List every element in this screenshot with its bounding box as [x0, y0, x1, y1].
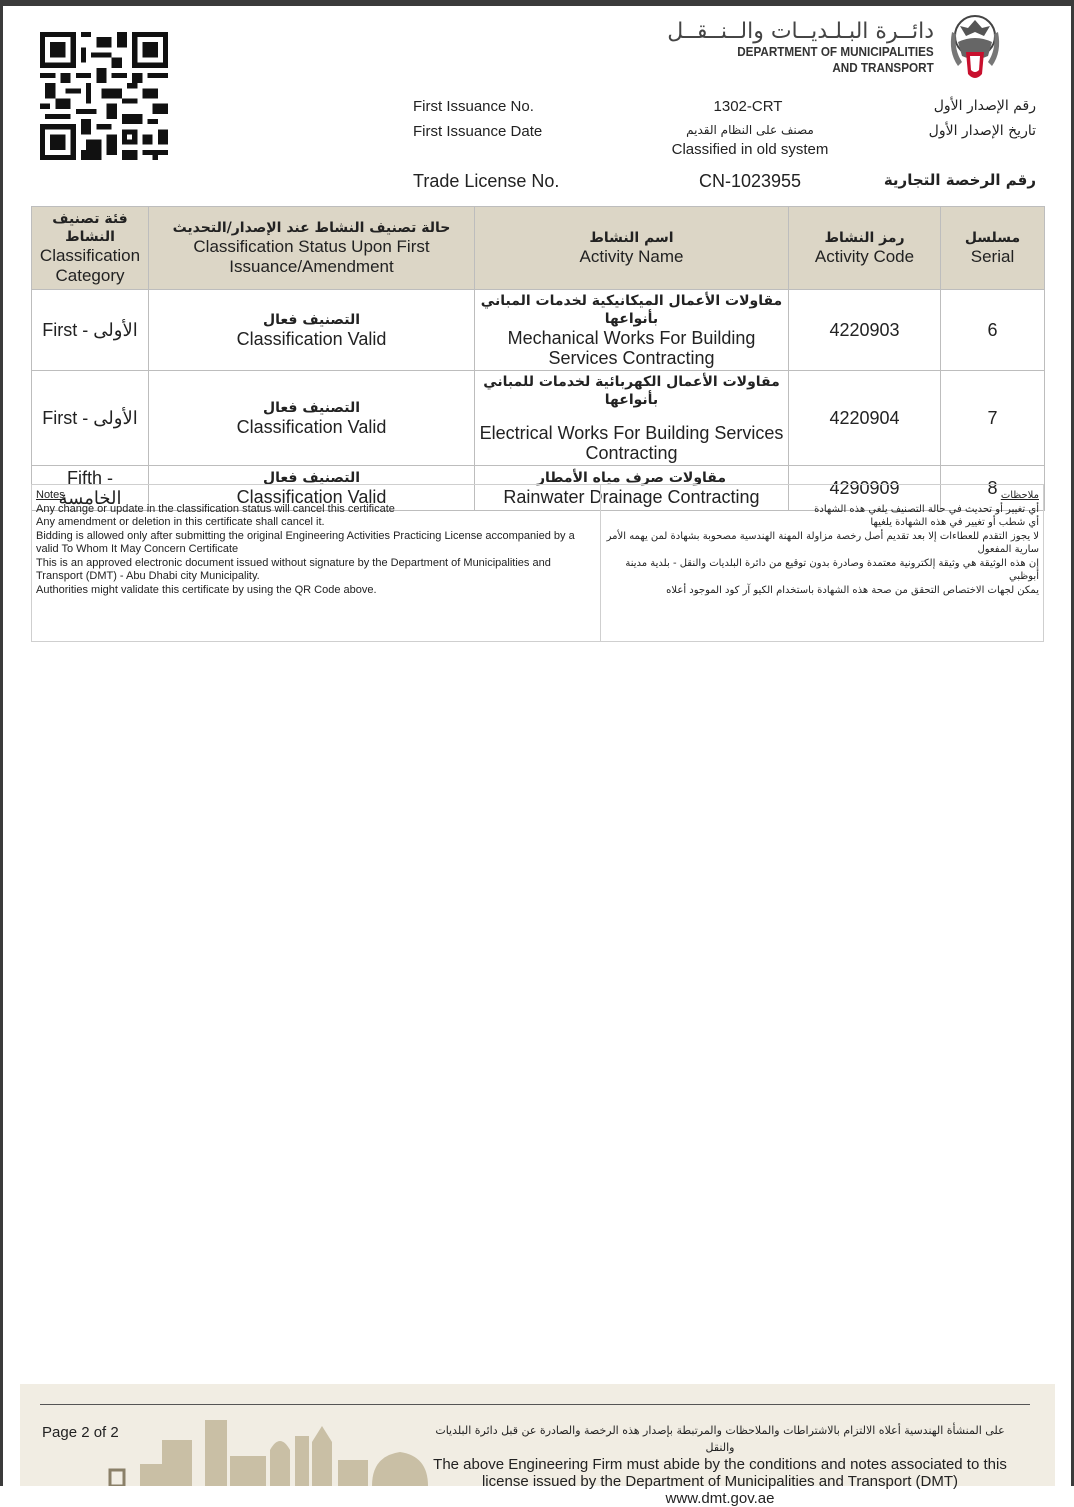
table-header-row: [32, 207, 1045, 290]
note-line-arabic: إن هذه الوثيقة هي وثيقة إلكترونية معتمدة وصادرة بدون توقيع من دائرة البلديات والنقل - بلدية مدينة أبوظبي: [625, 557, 1039, 582]
table-row: [32, 371, 1045, 466]
first-issuance-no-arabic-label: رقم الإصدار الأول: [933, 98, 1036, 114]
footer-note: [420, 1422, 1020, 1507]
trade-license-label: Trade License No.: [413, 171, 560, 191]
table-row: [32, 290, 1045, 371]
note-line: Authorities might validate this certificate by using the QR Code above.: [36, 583, 377, 596]
column-header-category: فئة تصنيف النشاط Classification Category: [32, 207, 149, 290]
activity-cell: مقاولات الأعمال الميكانيكية لخدمات المباني بأنواعها Mechanical Works For Building Services Contracting: [475, 290, 789, 371]
note-line-arabic: أي تغيير أو تحديث في حالة التصنيف يلغي هذه الشهادة: [814, 503, 1039, 515]
activity-cell: مقاولات الأعمال الكهربائية لخدمات للمباني بأنواعها Electrical Works For Building Services Contracting: [475, 371, 789, 466]
activities-table: [31, 206, 1045, 511]
footer-note-english-2: license issued by the Department of Municipalities and Transport (DMT): [481, 1473, 959, 1490]
notes-box: [31, 484, 1044, 642]
first-issuance-no-value: 1302-CRT: [713, 98, 783, 115]
status-cell: التصنيف فعال Classification Valid: [149, 290, 475, 371]
category-cell: Fifth - الخامسة: [32, 466, 149, 511]
trade-license-value: CN-1023955: [698, 171, 802, 191]
notes-title: Notes: [36, 489, 65, 501]
status-cell: التصنيف فعال Classification Valid: [149, 466, 475, 511]
department-name-english-1: DEPARTMENT OF MUNICIPALITIES: [737, 44, 934, 59]
page-number: Page 2 of 2: [42, 1424, 119, 1441]
serial-cell: 6: [941, 290, 1045, 371]
page-top-border: [0, 0, 1074, 6]
note-line: Any change or update in the classification status will cancel this certificate: [36, 502, 395, 515]
note-line-arabic: لا يجوز التقدم للعطاءات إلا بعد تقديم أصل رخصة مزاولة المهنة الهندسية مصحوبة بشهادة لمن يهمه الأمر سارية المفعول: [606, 530, 1039, 555]
note-line-arabic: أي شطب أو تغيير في هذه الشهادة يلغيها: [870, 517, 1039, 528]
falcon-emblem-icon: [944, 12, 1006, 86]
note-line: Any amendment or deletion in this certificate shall cancel it.: [36, 516, 325, 528]
page-left-border: [0, 0, 3, 1486]
first-issuance-date-value-arabic: مصنف على النظام القديم: [686, 123, 814, 137]
notes-title-arabic: ملاحظات: [1000, 490, 1039, 501]
code-cell: 4290909: [789, 466, 941, 511]
category-cell: First - الأولى: [32, 290, 149, 371]
column-header-serial: مسلسل Serial: [941, 207, 1045, 290]
trade-license-arabic-label: رقم الرخصة التجارية: [883, 171, 1036, 189]
qr-code-icon: [40, 32, 168, 160]
code-cell: 4220903: [789, 290, 941, 371]
footer-note-english-1: The above Engineering Firm must abide by the conditions and notes associated to this: [433, 1456, 1007, 1473]
first-issuance-date-value: Classified in old system: [671, 141, 829, 158]
serial-cell: 8: [941, 466, 1045, 511]
note-line-arabic: يمكن لجهات الاختصاص التحقق من صحة هذه الشهادة باستخدام الكيو آر كود الموجود أعلاه: [666, 584, 1039, 596]
note-line: Bidding is allowed only after submitting the original Engineering Activities Practicing License accompanied by a valid To Whom It May Concern Certificate: [36, 529, 575, 555]
department-name-arabic: دائــرة البـلـديــات والــنــقــل: [667, 19, 934, 44]
category-cell: First - الأولى: [32, 371, 149, 466]
city-skyline-icon: [80, 1406, 440, 1486]
status-cell: التصنيف فعال Classification Valid: [149, 371, 475, 466]
column-header-activity: اسم النشاط Activity Name: [475, 207, 789, 290]
footer-divider: [40, 1404, 1030, 1405]
column-header-code: رمز النشاط Activity Code: [789, 207, 941, 290]
note-line: This is an approved electronic document issued without signature by the Department of Municipalities and Transport (DMT) - Abu Dhabi city Municipality.: [36, 556, 551, 582]
first-issuance-no-label: First Issuance No.: [413, 98, 534, 115]
department-logo-text: [667, 20, 934, 76]
activity-cell: مقاولات صرف مياه الأمطار Rainwater Drainage Contracting: [475, 466, 789, 511]
footer-note-arabic: على المنشأة الهندسية أعلاه الالتزام بالاشتراطات والملاحظات والمرتبطة بإصدار هذه الرخصة والصادرة عن قبل دائرة البلديات والنقل: [435, 1424, 1005, 1454]
code-cell: 4220904: [789, 371, 941, 466]
department-name-english-2: AND TRANSPORT: [832, 60, 934, 75]
page-footer: [20, 1384, 1055, 1507]
first-issuance-date-arabic-label: تاريخ الإصدار الأول: [928, 123, 1036, 139]
footer-website-link[interactable]: www.dmt.gov.ae: [665, 1490, 775, 1507]
first-issuance-date-label: First Issuance Date: [413, 123, 543, 140]
notes-english: [32, 485, 601, 641]
notes-arabic: [601, 485, 1043, 641]
serial-cell: 7: [941, 371, 1045, 466]
column-header-status: حالة تصنيف النشاط عند الإصدار/التحديث Classification Status Upon First Issuance/Amendment: [149, 207, 475, 290]
